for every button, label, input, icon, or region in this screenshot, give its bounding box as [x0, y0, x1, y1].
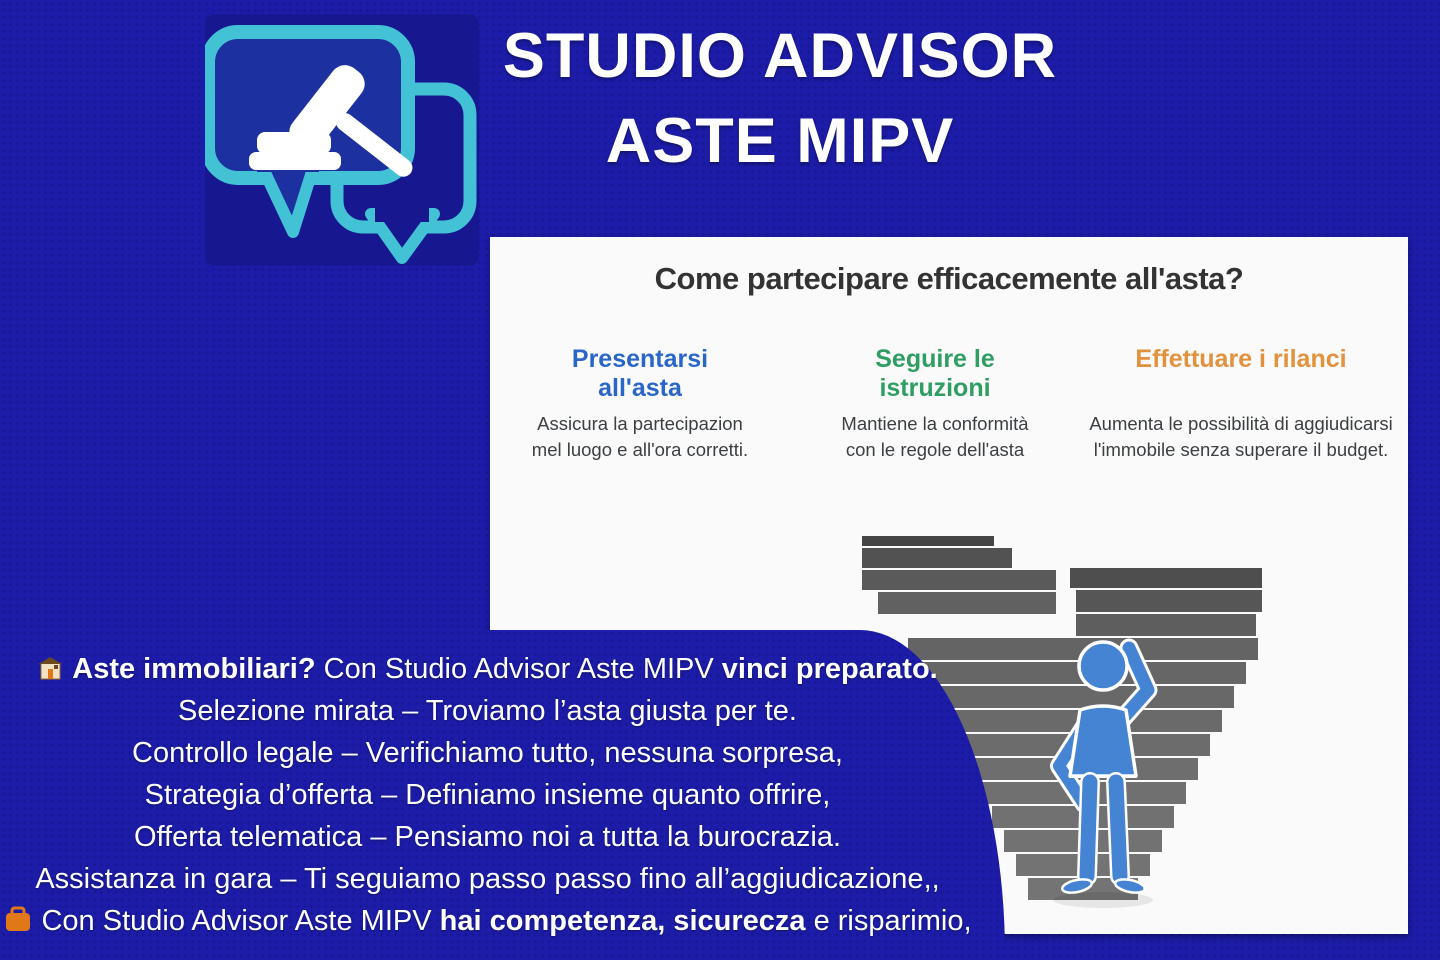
gavel-base-icon — [249, 132, 341, 170]
column-title: Seguire le istruzioni — [875, 345, 995, 402]
column-title: Effettuare i rilanci — [1135, 345, 1347, 373]
benefit-text: Con Studio Advisor Aste MIPV — [315, 653, 722, 685]
benefit-text: Con Studio Advisor Aste MIPV — [41, 905, 440, 937]
benefit-text: vinci preparato. — [721, 653, 938, 685]
logo-panel — [205, 14, 479, 266]
column-body: Mantiene la conformità con le regole dell'asta — [841, 413, 1029, 460]
stairs-right-block — [1070, 568, 1262, 636]
column-presentarsi — [530, 345, 750, 463]
benefit-line-5: Offerta telematica – Pensiamo noi a tutta la burocrazia. — [133, 821, 842, 853]
benefit-line-7 — [0, 900, 975, 942]
column-seguire — [825, 345, 1045, 463]
benefit-line-4: Strategia d’offerta – Definiamo insieme quanto offrire, — [144, 779, 831, 811]
column-effettuare — [1088, 345, 1394, 463]
benefit-text: Aste immobiliari? — [72, 653, 316, 685]
column-body: Assicura la partecipazion mel luogo e all'ora corretti. — [531, 413, 749, 460]
chat-bubbles-gavel-icon — [205, 14, 479, 266]
card-heading: Come partecipare efficacemente all'asta? — [654, 261, 1244, 296]
benefit-line-6: Assistanza in gara – Ti seguiamo passo passo fino all’aggiudicazione,, — [35, 863, 940, 895]
title-line-1: STUDIO ADVISOR — [502, 21, 1058, 91]
benefits-list — [0, 648, 975, 942]
page-title — [440, 14, 1120, 184]
column-body: Aumenta le possibilità di aggiudicarsi l'immobile senza superare il budget. — [1089, 413, 1393, 460]
benefit-line-3: Controllo legale – Verifichiamo tutto, nessuna sorpresa, — [132, 737, 843, 769]
house-icon — [37, 655, 64, 682]
benefit-text: e risparimio, — [805, 905, 972, 937]
benefit-text: hai competenza, sicurecza — [439, 905, 806, 937]
benefit-line-2: Selezione mirata – Troviamo l’asta giusta per te. — [178, 695, 797, 727]
benefit-line-1 — [0, 648, 975, 690]
column-title: Presentarsi all'asta — [571, 345, 709, 402]
briefcase-icon — [3, 904, 33, 934]
stairs-left-block — [862, 536, 1056, 614]
title-line-2: ASTE MIPV — [605, 106, 955, 176]
